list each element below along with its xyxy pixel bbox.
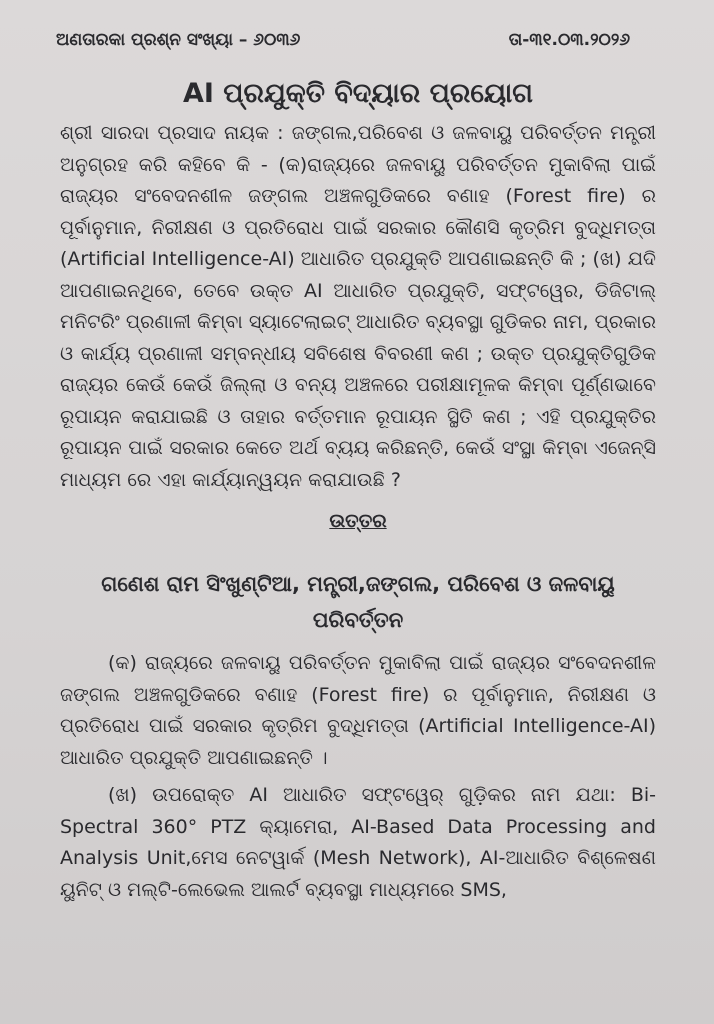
answer-paragraph-a: (କ) ରାଜ୍ୟରେ ଜଳବାୟୁ ପରିବର୍ତ୍ତନ ମୁକାବିଲା ପାଇଁ ରାଜ୍ୟର ସଂବେଦନଶୀଳ ଜଙ୍ଗଲ ଅଞ୍ଚଳଗୁଡିକରେ ବଣାହ (Forest fire) ର ପୂର୍ବାନୁମାନ, ନିରୀକ୍ଷଣ ଓ ପ୍ରତିରୋଧ ପାଇଁ ସରକାର କୃତ୍ରିମ ବୁଦ୍ଧିମତ୍ତା (Artificial Intelligence-AI) ଆଧାରିତ ପ୍ରଯୁକ୍ତି ଆପଣାଇଛନ୍ତି । (60, 652, 656, 769)
question-text: ଶ୍ରୀ ସାରଦା ପ୍ରସାଦ ନାୟକ : ଜଙ୍ଗଲ,ପରିବେଶ ଓ ଜଳବାୟୁ ପରିବର୍ତ୍ତନ ମନ୍ତ୍ରୀ ଅନୁଗ୍ରହ କରି କହିବେ କି - (କ)ରାଜ୍ୟରେ ଜଳବାୟୁ ପରିବର୍ତ୍ତନ ମୁକାବିଲା ପାଇଁ ରାଜ୍ୟର ସଂବେଦନଶୀଳ ଜଙ୍ଗଲ ଅଞ୍ଚଳଗୁଡିକରେ ବଣାହ (Forest fire) ର ପୂର୍ବାନୁମାନ, ନିରୀକ୍ଷଣ ଓ ପ୍ରତିରୋଧ ପାଇଁ ସରକାର କୌଣସି କୃତ୍ରିମ ବୁଦ୍ଧିମତ୍ତା (Artificial Intelligence-AI) ଆଧାରିତ ପ୍ରଯୁକ୍ତି ଆପଣାଇଛନ୍ତି କି ; (ଖ) ଯଦି ଆପଣାଇନଥିବେ, ତେବେ ଉକ୍ତ AI ଆଧାରିତ ପ୍ରଯୁକ୍ତି, ସଫ୍ଟୱେର, ଡିଜିଟାଲ୍ ମନିଟରିଂ ପ୍ରଣାଳୀ କିମ୍ବା ସ୍ୟାଟେଲାଇଟ୍ ଆଧାରିତ ବ୍ୟବସ୍ଥା ଗୁଡିକର ନାମ, ପ୍ରକାର ଓ କାର୍ଯ୍ୟ ପ୍ରଣାଳୀ ସମ୍ବନ୍ଧୀୟ ସବିଶେଷ ବିବରଣୀ କଣ ; ଉକ୍ତ ପ୍ରଯୁକ୍ତିଗୁଡିକ ରାଜ୍ୟର କେଉଁ କେଉଁ ଜିଲ୍ଲା ଓ ବନ୍ୟ ଅଞ୍ଚଳରେ ପରୀକ୍ଷାମୂଳକ କିମ୍ବା ପୂର୍ଣ୍ଣଭାବେ ରୂପାୟନ କରାଯାଇଛି ଓ ତାହାର ବର୍ତ୍ତମାନ ରୂପାୟନ ସ୍ଥିତି କଣ ; ଏହି ପ୍ରଯୁକ୍ତିର ରୂପାୟନ ପାଇଁ ସରକାର କେତେ ଅର୍ଥ ବ୍ୟୟ କରିଛନ୍ତି, କେଉଁ ସଂସ୍ଥା କିମ୍ବା ଏଜେନ୍ସି ମାଧ୍ୟମ ରେ ଏହା କାର୍ଯ୍ୟାନ୍ୱୟନ କରାଯାଉଛି ? (60, 122, 656, 491)
document-title: AI ପ୍ରଯୁକ୍ତି ବିଦ୍ୟାର ପ୍ରୟୋଗ (182, 78, 534, 109)
answer-paragraph-b: (ଖ) ଉପରୋକ୍ତ AI ଆଧାରିତ ସଫ୍ଟୱେର୍ ଗୁଡ଼ିକର ନାମ ଯଥା: Bi-Spectral 360° PTZ କ୍ୟାମେରା, AI-Based Data Processing and Analysis Unit,ମେସ ନେଟୱାର୍କ (Mesh Network), AI-ଆଧାରିତ ବିଶ୍ଳେଷଣ ୟୁନିଟ୍ ଓ ମଲ୍ଟି-ଲେଭେଲ ଆଲର୍ଟ ବ୍ୟବସ୍ଥା ମାଧ୍ୟମରେ SMS, (60, 784, 656, 901)
question-date: ତା-୩୧.୦୩.୨୦୨୬ (508, 30, 630, 50)
question-number: ଅଣତାରକା ପ୍ରଶ୍ନ ସଂଖ୍ୟା – ୬୦୩୬ (56, 30, 301, 50)
answer-heading: ଉତ୍ତର (329, 510, 387, 532)
document-header (56, 30, 630, 50)
minister-name: ଗଣେଶ ରାମ ସିଂଖୁଣ୍ଟିଆ, ମନ୍ତ୍ରୀ,ଜଙ୍ଗଲ, ପରିବେଶ ଓ ଜଳବାୟୁ ପରିବର୍ତ୍ତନ (101, 572, 615, 632)
